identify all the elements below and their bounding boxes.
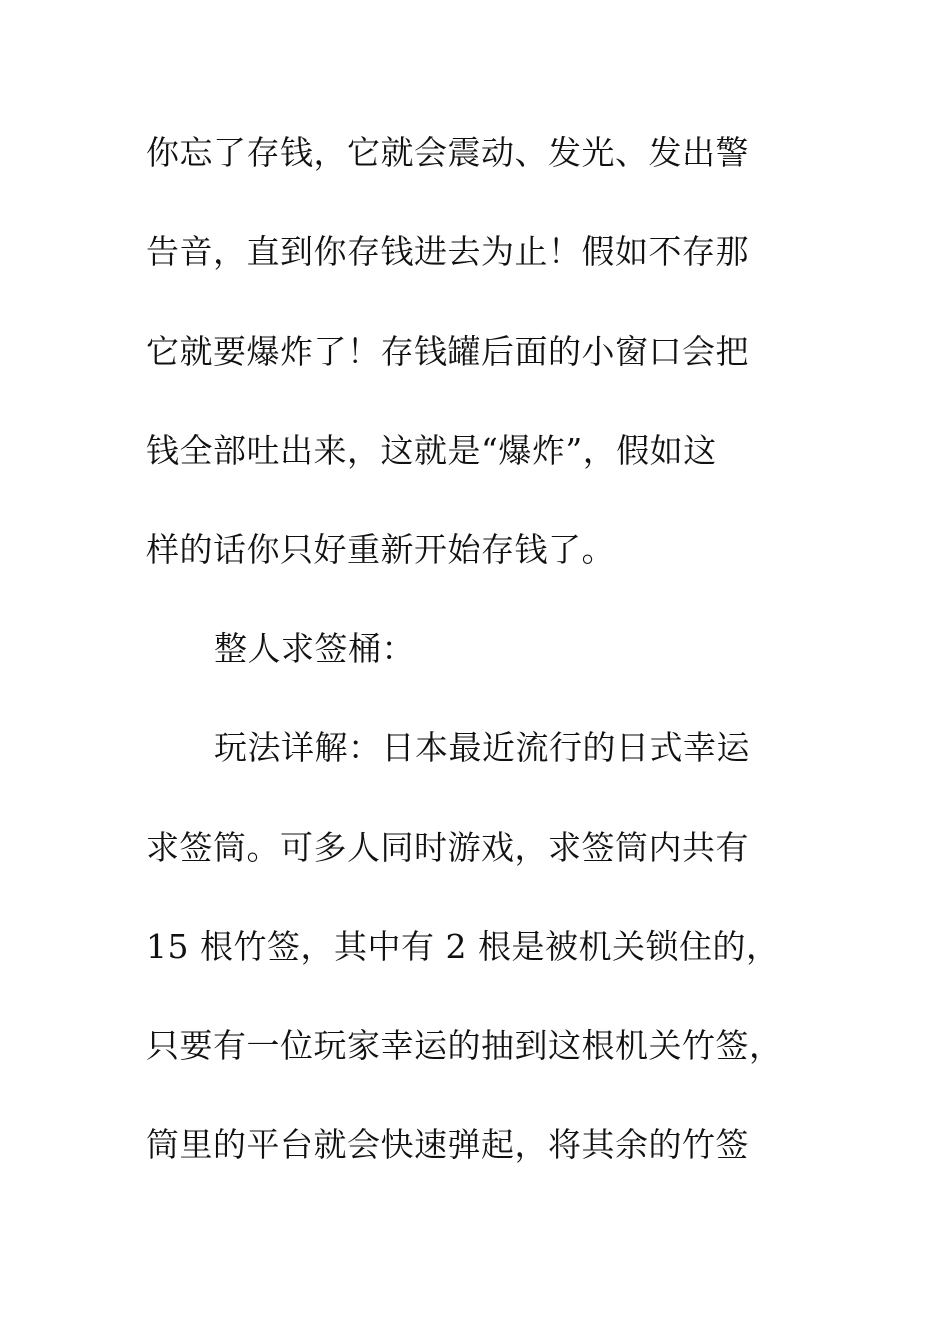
text-line: 玩法详解：日本最近流行的日式幸运 xyxy=(214,728,750,767)
text-line: 15 根竹签，其中有 2 根是被机关锁住的， xyxy=(146,927,780,966)
text-line: 样的话你只好重新开始存钱了。 xyxy=(146,530,615,569)
section-heading: 整人求签桶： xyxy=(214,629,415,668)
text-line: 告音，直到你存钱进去为止！假如不存那 xyxy=(146,232,749,271)
text-line: 你忘了存钱，它就会震动、发光、发出警 xyxy=(146,133,749,172)
text-line: 钱全部吐出来，这就是“爆炸”，假如这 xyxy=(146,431,717,470)
text-line: 筒里的平台就会快速弹起，将其余的竹签 xyxy=(146,1125,749,1164)
text-line: 只要有一位玩家幸运的抽到这根机关竹签， xyxy=(146,1026,783,1065)
text-line: 它就要爆炸了！存钱罐后面的小窗口会把 xyxy=(146,332,749,371)
text-line: 求签筒。可多人同时游戏，求签筒内共有 xyxy=(146,828,749,867)
